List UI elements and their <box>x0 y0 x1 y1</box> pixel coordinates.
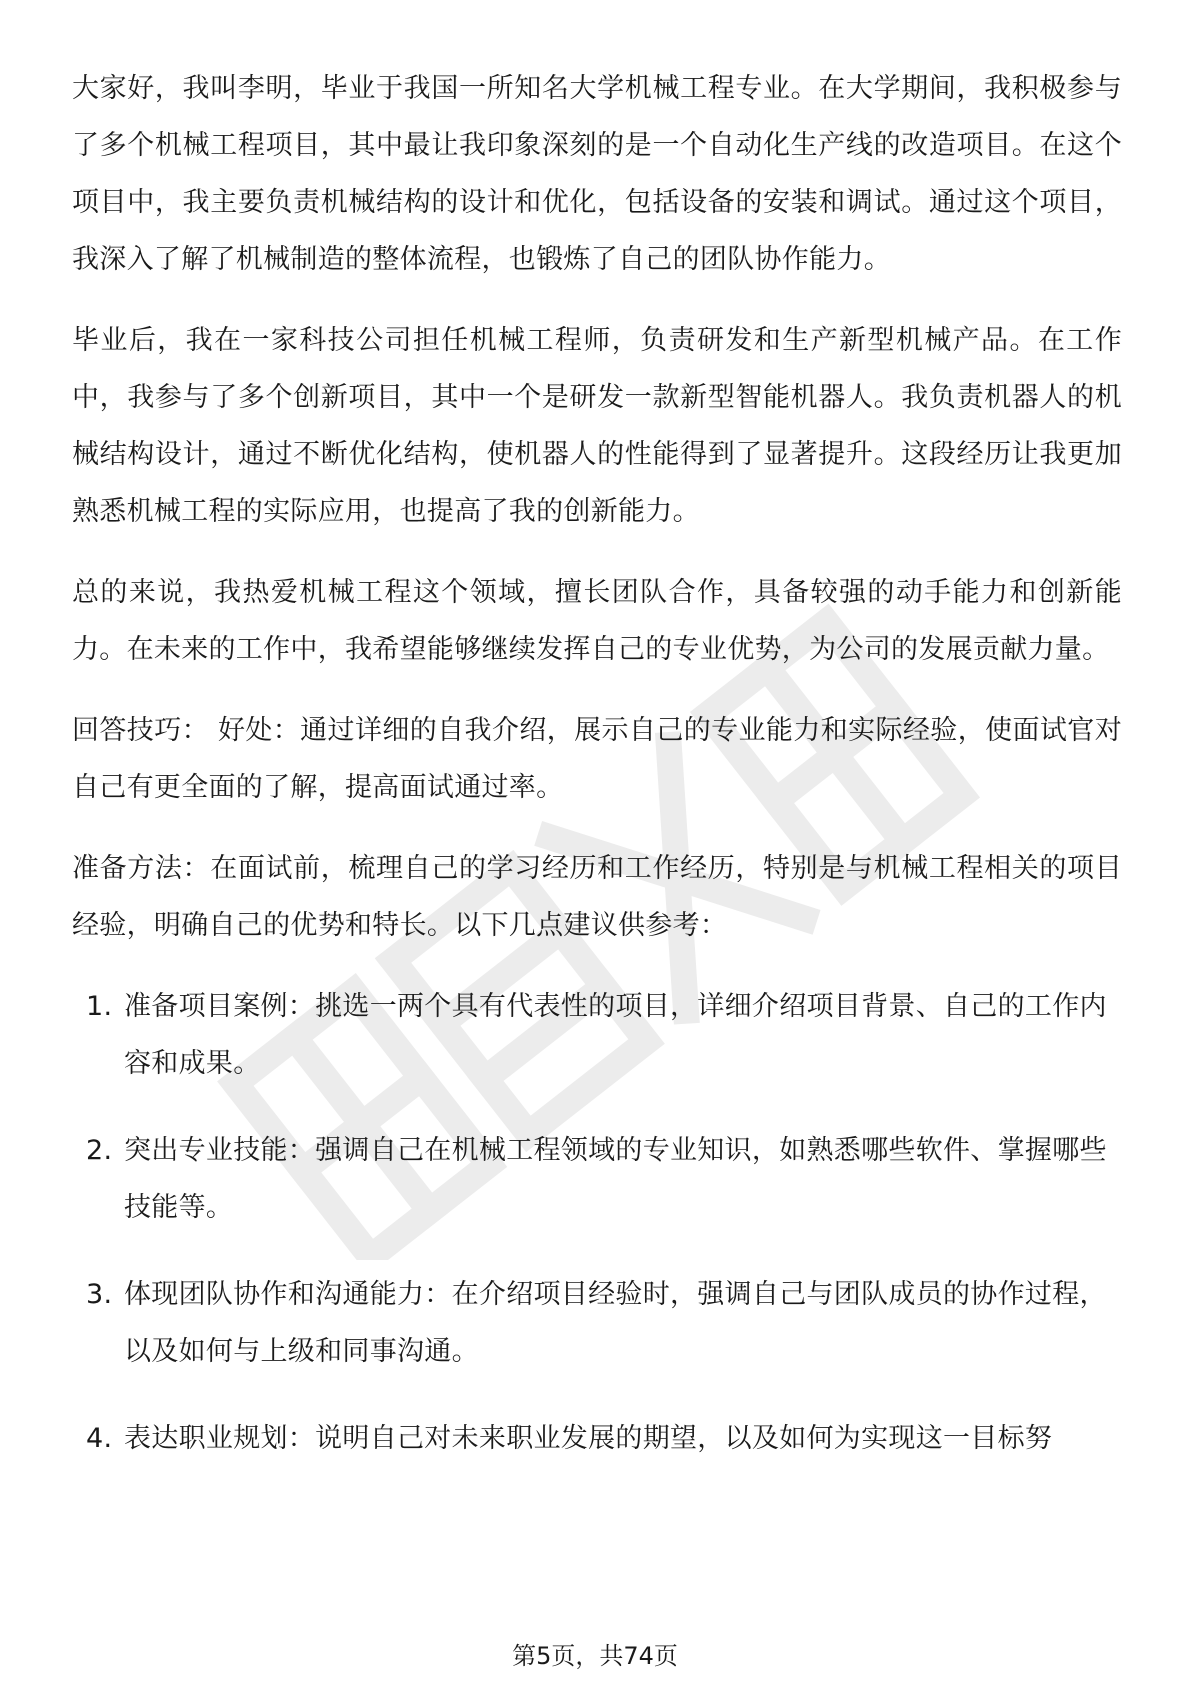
document-body <box>72 60 1122 1497</box>
list-item-text: 体现团队协作和沟通能力：在介绍项目经验时，强调自己与团队成员的协作过程，以及如何与上级和同事沟通。 <box>124 1279 1107 1367</box>
list-item-text: 表达职业规划：说明自己对未来职业发展的期望，以及如何为实现这一目标努 <box>124 1423 1053 1454</box>
list-item <box>72 1410 1122 1467</box>
paragraph-preparation: 准备方法：在面试前，梳理自己的学习经历和工作经历，特别是与机械工程相关的项目经验，明确自己的优势和特长。以下几点建议供参考： <box>72 853 1122 941</box>
list-item-number: 1. <box>86 991 113 1022</box>
list-item-number: 2. <box>86 1135 113 1166</box>
suggestion-list <box>72 978 1122 1467</box>
list-item-number: 3. <box>86 1279 113 1310</box>
list-item <box>72 1266 1122 1380</box>
paragraph-work-experience: 毕业后，我在一家科技公司担任机械工程师，负责研发和生产新型机械产品。在工作中，我参与了多个创新项目，其中一个是研发一款新型智能机器人。我负责机器人的机械结构设计，通过不断优化结构，使机器人的性能得到了显著提升。这段经历让我更加熟悉机械工程的实际应用，也提高了我的创新能力。 <box>72 325 1122 527</box>
paragraph-intro: 大家好，我叫李明，毕业于我国一所知名大学机械工程专业。在大学期间，我积极参与了多个机械工程项目，其中最让我印象深刻的是一个自动化生产线的改造项目。在这个项目中，我主要负责机械结构的设计和优化，包括设备的安装和调试。通过这个项目，我深入了解了机械制造的整体流程，也锻炼了自己的团队协作能力。 <box>72 73 1122 275</box>
paragraph-answer-tips: 回答技巧： 好处：通过详细的自我介绍，展示自己的专业能力和实际经验，使面试官对自己有更全面的了解，提高面试通过率。 <box>72 715 1122 803</box>
list-item-text: 准备项目案例：挑选一两个具有代表性的项目，详细介绍项目背景、自己的工作内容和成果。 <box>124 991 1107 1079</box>
paragraph-summary: 总的来说，我热爱机械工程这个领域，擅长团队合作，具备较强的动手能力和创新能力。在未来的工作中，我希望能够继续发挥自己的专业优势，为公司的发展贡献力量。 <box>72 577 1122 665</box>
list-item <box>72 978 1122 1092</box>
list-item-number: 4. <box>86 1423 113 1454</box>
page-number-footer: 第5页，共74页 <box>512 1642 678 1670</box>
list-item-text: 突出专业技能：强调自己在机械工程领域的专业知识，如熟悉哪些软件、掌握哪些技能等。 <box>124 1135 1107 1223</box>
list-item <box>72 1122 1122 1236</box>
